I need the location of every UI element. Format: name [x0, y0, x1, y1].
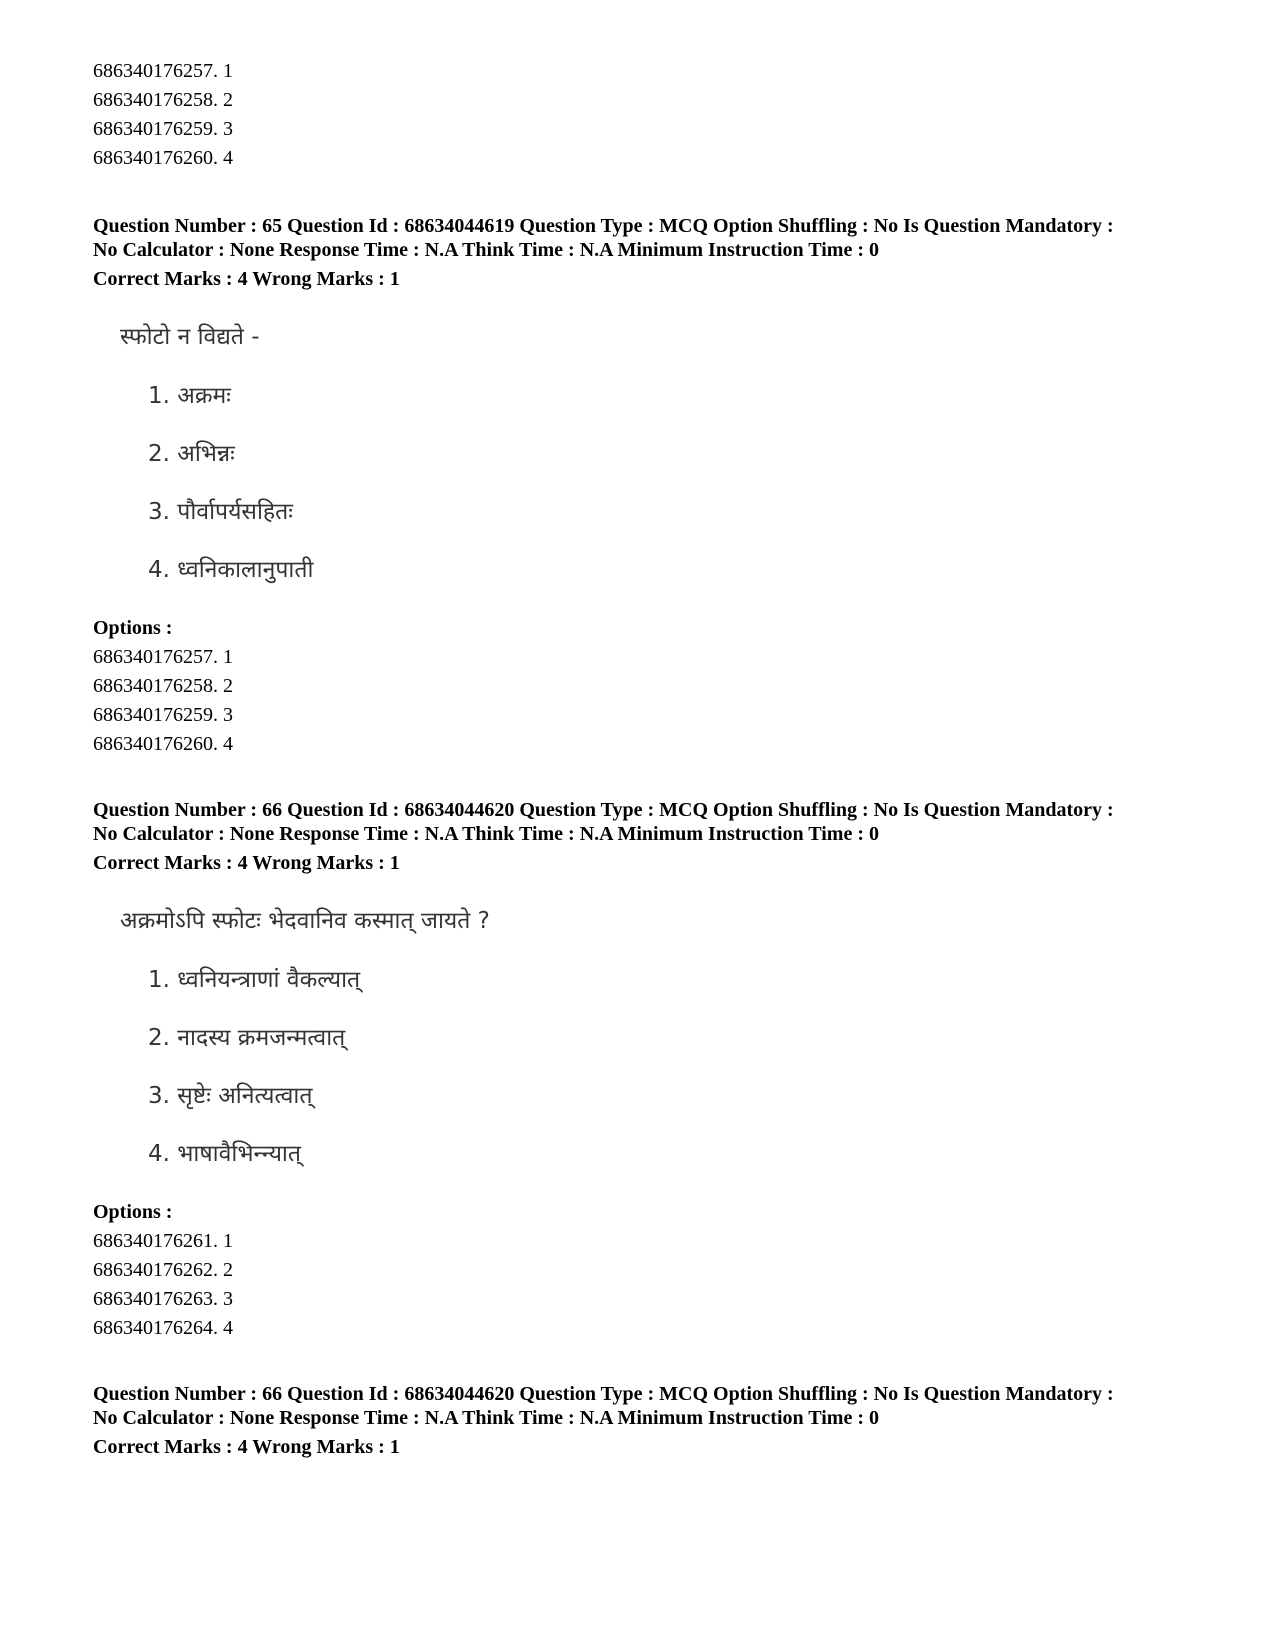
options-label: Options :: [93, 1201, 173, 1223]
answer-choice: 1. अक्रमः: [148, 383, 231, 409]
options-label: Options :: [93, 617, 173, 639]
answer-choice: 1. ध्वनियन्त्राणां वैकल्यात्: [148, 967, 361, 993]
question-header-line2: No Calculator : None Response Time : N.A Think Time : N.A Minimum Instruction Time : 0: [93, 239, 879, 261]
answer-choice: 3. पौर्वापर्यसहितः: [148, 499, 293, 525]
answer-choice: 3. सृष्टेः अनित्यत्वात्: [148, 1083, 313, 1109]
question-text: स्फोटो न विद्यते -: [120, 324, 260, 350]
answer-choice: 4. ध्वनिकालानुपाती: [148, 557, 314, 583]
answer-choice: 2. नादस्य क्रमजन्मत्वात्: [148, 1025, 346, 1051]
option-line: 686340176257. 1: [93, 646, 233, 668]
question-header-line2: No Calculator : None Response Time : N.A Think Time : N.A Minimum Instruction Time : 0: [93, 1407, 879, 1429]
option-line: 686340176263. 3: [93, 1288, 233, 1310]
option-line: 686340176258. 2: [93, 675, 233, 697]
option-line: 686340176259. 3: [93, 118, 233, 140]
option-line: 686340176260. 4: [93, 733, 233, 755]
question-text: अक्रमोऽपि स्फोटः भेदवानिव कस्मात् जायते ?: [120, 908, 490, 934]
option-line: 686340176264. 4: [93, 1317, 233, 1339]
option-line: 686340176258. 2: [93, 89, 233, 111]
question-header-line2: No Calculator : None Response Time : N.A Think Time : N.A Minimum Instruction Time : 0: [93, 823, 879, 845]
option-line: 686340176259. 3: [93, 704, 233, 726]
option-line: 686340176262. 2: [93, 1259, 233, 1281]
option-line: 686340176257. 1: [93, 60, 233, 82]
question-marks: Correct Marks : 4 Wrong Marks : 1: [93, 1436, 400, 1458]
question-header-line1: Question Number : 66 Question Id : 68634044620 Question Type : MCQ Option Shuffling : No Is Question Mandatory :: [93, 1383, 1114, 1405]
option-line: 686340176261. 1: [93, 1230, 233, 1252]
option-line: 686340176260. 4: [93, 147, 233, 169]
answer-choice: 2. अभिन्नः: [148, 441, 235, 467]
answer-choice: 4. भाषावैभिन्न्यात्: [148, 1141, 301, 1167]
question-header-line1: Question Number : 65 Question Id : 68634044619 Question Type : MCQ Option Shuffling : No Is Question Mandatory :: [93, 215, 1114, 237]
question-header-line1: Question Number : 66 Question Id : 68634044620 Question Type : MCQ Option Shuffling : No Is Question Mandatory :: [93, 799, 1114, 821]
question-marks: Correct Marks : 4 Wrong Marks : 1: [93, 852, 400, 874]
question-marks: Correct Marks : 4 Wrong Marks : 1: [93, 268, 400, 290]
